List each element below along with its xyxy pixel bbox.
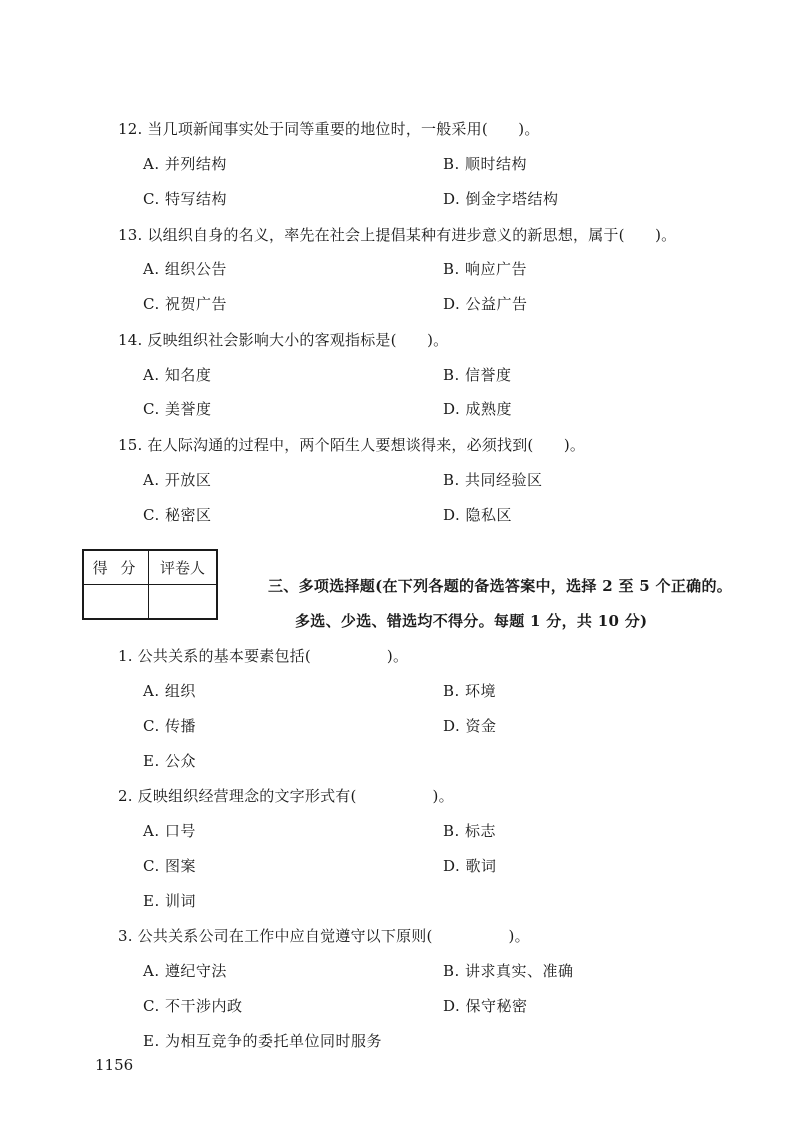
question-15-option-a: A. 开放区 — [143, 471, 212, 489]
mc-question-3-option-e: E. 为相互竞争的委托单位同时服务 — [143, 1032, 382, 1050]
grader-header: 评卷人 — [149, 550, 218, 585]
question-14-option-a: A. 知名度 — [143, 366, 212, 384]
mc-question-2-option-c: C. 图案 — [143, 857, 196, 875]
question-13-option-c: C. 祝贺广告 — [143, 295, 227, 313]
mc-question-1-option-b: B. 环境 — [443, 682, 497, 700]
score-table — [82, 549, 218, 620]
score-cell — [83, 585, 149, 620]
mc-question-1-option-c: C. 传播 — [143, 717, 196, 735]
mc-question-3-stem: 3. 公共关系公司在工作中应自觉遵守以下原则( )。 — [118, 927, 530, 945]
question-14-option-d: D. 成熟度 — [443, 400, 513, 418]
question-13-option-b: B. 响应广告 — [443, 260, 528, 278]
mc-question-2-option-b: B. 标志 — [443, 822, 497, 840]
question-15-option-d: D. 隐私区 — [443, 506, 513, 524]
section-3-title-line2: 多选、少选、错选均不得分。每题 1 分，共 10 分) — [295, 612, 648, 630]
mc-question-3-option-b: B. 讲求真实、准确 — [443, 962, 574, 980]
question-12-option-d: D. 倒金字塔结构 — [443, 190, 559, 208]
mc-question-3-option-a: A. 遵纪守法 — [143, 962, 227, 980]
mc-question-2-option-a: A. 口号 — [143, 822, 196, 840]
mc-question-2-stem: 2. 反映组织经营理念的文字形式有( )。 — [118, 787, 454, 805]
mc-question-1-option-e: E. 公众 — [143, 752, 196, 770]
question-12-stem: 12. 当几项新闻事实处于同等重要的地位时，一般采用( )。 — [118, 120, 540, 138]
question-12-option-c: C. 特写结构 — [143, 190, 227, 208]
mc-question-2-option-e: E. 训词 — [143, 892, 196, 910]
score-header: 得 分 — [83, 550, 149, 585]
question-15-stem: 15. 在人际沟通的过程中，两个陌生人要想谈得来，必须找到( )。 — [118, 436, 586, 454]
mc-question-2-option-d: D. 歌词 — [443, 857, 497, 875]
question-12-option-b: B. 顺时结构 — [443, 155, 528, 173]
question-13-stem: 13. 以组织自身的名义，率先在社会上提倡某种有进步意义的新思想，属于( )。 — [118, 226, 677, 244]
question-14-stem: 14. 反映组织社会影响大小的客观指标是( )。 — [118, 331, 449, 349]
grader-cell — [149, 585, 218, 620]
question-14-option-b: B. 信誉度 — [443, 366, 512, 384]
question-12-option-a: A. 并列结构 — [143, 155, 227, 173]
question-14-option-c: C. 美誉度 — [143, 400, 212, 418]
question-15-option-c: C. 秘密区 — [143, 506, 212, 524]
question-15-option-b: B. 共同经验区 — [443, 471, 543, 489]
question-13-option-d: D. 公益广告 — [443, 295, 528, 313]
mc-question-3-option-d: D. 保守秘密 — [443, 997, 528, 1015]
section-3-title-line1: 三、多项选择题(在下列各题的备选答案中，选择 2 至 5 个正确的。 — [268, 577, 733, 595]
mc-question-1-stem: 1. 公共关系的基本要素包括( )。 — [118, 647, 409, 665]
mc-question-1-option-d: D. 资金 — [443, 717, 497, 735]
mc-question-3-option-c: C. 不干涉内政 — [143, 997, 243, 1015]
page-number: 1156 — [95, 1056, 134, 1074]
question-13-option-a: A. 组织公告 — [143, 260, 227, 278]
mc-question-1-option-a: A. 组织 — [143, 682, 196, 700]
